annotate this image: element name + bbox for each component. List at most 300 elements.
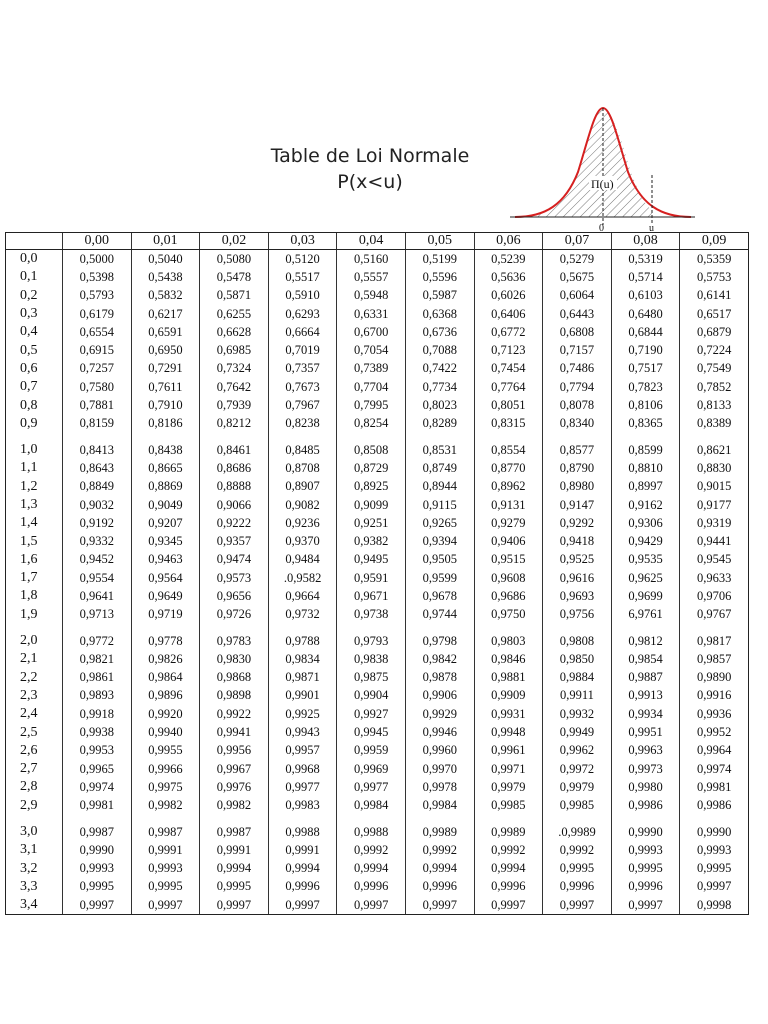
page-title [240,143,500,195]
table-cell: 0,9834 [268,650,337,668]
table-cell: 0,9887 [611,669,680,687]
table-cell: 0,9966 [131,760,200,778]
table-cell: 0,9989 [474,815,543,841]
table-cell: 0,9616 [543,569,612,587]
table-cell: 0,9995 [131,878,200,896]
table-cell: 0,9993 [611,841,680,859]
table-cell: 0,6808 [543,323,612,341]
table-cell: 0,8729 [337,459,406,477]
table-cell: 0,9977 [337,778,406,796]
table-cell: 0,9686 [474,587,543,605]
table-cell: 0,9177 [680,496,749,514]
table-cell: 0,9049 [131,496,200,514]
table-cell: 0,9987 [200,815,269,841]
table-cell: 0,8810 [611,459,680,477]
table-cell: 0,9965 [63,760,132,778]
table-cell: 0,9896 [131,687,200,705]
row-label: 0,7 [6,378,63,396]
column-header: 0,03 [268,233,337,250]
table-cell: 0,9265 [405,514,474,532]
table-cell: 0,9994 [268,860,337,878]
table-row [6,705,749,723]
table-cell: 0,9982 [131,797,200,815]
table-cell: 0,9015 [680,478,749,496]
table-row [6,687,749,705]
table-cell: 0,9904 [337,687,406,705]
row-label: 0,8 [6,396,63,414]
table-cell: 0,8508 [337,433,406,459]
table-cell: 0,6331 [337,305,406,323]
table-row [6,341,749,359]
column-header: 0,01 [131,233,200,250]
row-label: 0,2 [6,287,63,305]
table-cell: 0,8980 [543,478,612,496]
column-header: 0,08 [611,233,680,250]
table-cell: 0,5040 [131,250,200,269]
table-cell: 0,9699 [611,587,680,605]
table-cell: 0,9842 [405,650,474,668]
row-label: 1,7 [6,569,63,587]
table-cell: 0,9678 [405,587,474,605]
table-cell: 0,9993 [63,860,132,878]
table-cell: 0,9893 [63,687,132,705]
table-cell: 0,9990 [680,815,749,841]
table-cell: 0,9306 [611,514,680,532]
table-cell: 0,9995 [63,878,132,896]
table-cell: 0,9850 [543,650,612,668]
table-cell: 0,9964 [680,742,749,760]
table-cell: 0,9968 [268,760,337,778]
table-cell: 0,9756 [543,606,612,624]
table-cell: 0,9934 [611,705,680,723]
table-cell: 0,6026 [474,287,543,305]
table-cell: 0,9846 [474,650,543,668]
table-cell: 0,9251 [337,514,406,532]
table-row [6,323,749,341]
row-label: 1,5 [6,532,63,550]
table-cell: 0,9972 [543,760,612,778]
row-label: 0,4 [6,323,63,341]
table-cell: 0,8907 [268,478,337,496]
table-cell: 0,9641 [63,587,132,605]
table-cell: 0,9976 [200,778,269,796]
table-cell: 0,7704 [337,378,406,396]
table-cell: 0,9871 [268,669,337,687]
row-label: 3,0 [6,815,63,841]
table-cell: 0,9535 [611,551,680,569]
table-cell: 0,9656 [200,587,269,605]
table-cell: 0,9564 [131,569,200,587]
table-cell: 0,7794 [543,378,612,396]
table-cell: 0,9236 [268,514,337,532]
row-label: 0,0 [6,250,63,269]
table-cell: 0,9994 [474,860,543,878]
table-cell: 0,9961 [474,742,543,760]
table-row [6,433,749,459]
table-cell: 0,6772 [474,323,543,341]
table-cell: 0,8289 [405,415,474,433]
table-cell: 0,8133 [680,396,749,414]
table-cell: 0,9984 [405,797,474,815]
table-cell: 0,9357 [200,532,269,550]
table-cell: 0,9969 [337,760,406,778]
table-cell: 0,9495 [337,551,406,569]
table-cell: 0,9990 [611,815,680,841]
table-cell: 0,9993 [680,841,749,859]
table-cell: 0,9946 [405,723,474,741]
table-row [6,459,749,477]
table-cell: 0,7257 [63,360,132,378]
table-row [6,650,749,668]
table-cell: 0,9943 [268,723,337,741]
row-label: 2,5 [6,723,63,741]
table-cell: 0,9452 [63,551,132,569]
table-cell: 0,6064 [543,287,612,305]
table-cell: 0,9952 [680,723,749,741]
table-cell: 0,8790 [543,459,612,477]
table-cell: 0,9625 [611,569,680,587]
table-cell: 0,7054 [337,341,406,359]
table-cell: 0,6368 [405,305,474,323]
table-cell: 0,9441 [680,532,749,550]
table-cell: 0,8665 [131,459,200,477]
column-header: 0,06 [474,233,543,250]
row-label: 0,5 [6,341,63,359]
table-cell: 0,9279 [474,514,543,532]
table-cell: 0,6103 [611,287,680,305]
table-row [6,268,749,286]
table-cell: 0,8254 [337,415,406,433]
table-row [6,514,749,532]
table-cell: .0,9989 [543,815,612,841]
table-cell: 0,9994 [405,860,474,878]
table-cell: 0,9750 [474,606,543,624]
table-cell: 0,9162 [611,496,680,514]
table-cell: 0,9989 [405,815,474,841]
row-label: 0,9 [6,415,63,433]
table-cell: 0,7517 [611,360,680,378]
axis-u-label: u [649,223,654,232]
table-cell: 0,8621 [680,433,749,459]
table-cell: 0,9997 [268,896,337,915]
table-cell: 0,7673 [268,378,337,396]
table-cell: 0,9978 [405,778,474,796]
table-cell: 0,9996 [337,878,406,896]
table-cell: 0,9973 [611,760,680,778]
table-cell: 0,7389 [337,360,406,378]
table-cell: 0,8365 [611,415,680,433]
table-row [6,896,749,915]
table-cell: 0,9980 [611,778,680,796]
row-label: 1,3 [6,496,63,514]
table-cell: 0,9591 [337,569,406,587]
table-cell: 0,9918 [63,705,132,723]
table-cell: 0,8686 [200,459,269,477]
row-label: 1,0 [6,433,63,459]
table-row [6,841,749,859]
table-cell: 0,6554 [63,323,132,341]
table-cell: 0,9463 [131,551,200,569]
table-cell: 0,5793 [63,287,132,305]
table-cell: 0,6736 [405,323,474,341]
table-cell: 0,7967 [268,396,337,414]
table-cell: 0,9991 [131,841,200,859]
table-cell: 0,9738 [337,606,406,624]
table-cell: 0,8749 [405,459,474,477]
table-cell: 0,9974 [63,778,132,796]
table-cell: 0,9793 [337,624,406,650]
table-cell: 0,9967 [200,760,269,778]
shaded-area [515,108,652,217]
table-cell: 0,9599 [405,569,474,587]
table-cell: 0,9959 [337,742,406,760]
table-cell: 0,9990 [63,841,132,859]
table-cell: 0,9713 [63,606,132,624]
column-header: 0,05 [405,233,474,250]
table-cell: 0,5478 [200,268,269,286]
table-cell: 0,9951 [611,723,680,741]
table-cell: 0,9803 [474,624,543,650]
table-cell: 0,9864 [131,669,200,687]
table-cell: 0,8554 [474,433,543,459]
table-cell: 0,8708 [268,459,337,477]
table-row [6,778,749,796]
table-cell: 0,9515 [474,551,543,569]
table-cell: 0,9948 [474,723,543,741]
table-cell: 0,7324 [200,360,269,378]
table-cell: 0,5832 [131,287,200,305]
table-cell: 0,9812 [611,624,680,650]
table-cell: 0,9382 [337,532,406,550]
table-cell: 0,5675 [543,268,612,286]
table-cell: 0,9998 [680,896,749,915]
table-row [6,815,749,841]
table-cell: 0,9857 [680,650,749,668]
table-cell: 0,9868 [200,669,269,687]
row-label: 3,2 [6,860,63,878]
table-cell: 0,8531 [405,433,474,459]
table-cell: 0,9881 [474,669,543,687]
table-cell: 0,9982 [200,797,269,815]
table-cell: 0,9956 [200,742,269,760]
table-cell: 0,9981 [680,778,749,796]
table-cell: 0,7881 [63,396,132,414]
table-cell: 0,6844 [611,323,680,341]
table-cell: 0,9927 [337,705,406,723]
row-label: 1,4 [6,514,63,532]
table-cell: 0,9608 [474,569,543,587]
axis-zero-label: 0 [599,223,604,232]
table-cell: 0,9925 [268,705,337,723]
column-header: 0,00 [63,233,132,250]
table-cell: 0,5239 [474,250,543,269]
table-cell: 0,8413 [63,433,132,459]
table-cell: 0,5000 [63,250,132,269]
table-cell: 0,9979 [543,778,612,796]
table-cell: 0,9991 [268,841,337,859]
table-cell: 0,9985 [543,797,612,815]
table-cell: 0,7357 [268,360,337,378]
table-cell: 0,9945 [337,723,406,741]
table-cell: 0,8869 [131,478,200,496]
table-cell: 0,5987 [405,287,474,305]
table-cell: 0,9772 [63,624,132,650]
table-cell: 0,6443 [543,305,612,323]
column-header: 0,09 [680,233,749,250]
table-cell: 0,6255 [200,305,269,323]
table-row [6,797,749,815]
table-cell: 0,9987 [63,815,132,841]
table-cell: 0,8051 [474,396,543,414]
table-cell: 0,9913 [611,687,680,705]
table-cell: 0,9988 [337,815,406,841]
table-row [6,396,749,414]
table-cell: 0,9920 [131,705,200,723]
title-line-2: P(x<u) [337,171,403,193]
table-cell: 0,9975 [131,778,200,796]
table-cell: 0,5120 [268,250,337,269]
table-cell: 0,8023 [405,396,474,414]
table-cell: 0,9995 [680,860,749,878]
table-cell: 0,9783 [200,624,269,650]
table-cell: 0,9732 [268,606,337,624]
table-cell: 0,7486 [543,360,612,378]
table-cell: 0,7910 [131,396,200,414]
table-row [6,360,749,378]
table-cell: 0,9997 [405,896,474,915]
table-cell: 0,5871 [200,287,269,305]
table-cell: 0,9066 [200,496,269,514]
row-label: 1,9 [6,606,63,624]
table-cell: 0,9573 [200,569,269,587]
table-cell: 0,6406 [474,305,543,323]
table-cell: 0,9719 [131,606,200,624]
table-cell: 0,9997 [200,896,269,915]
table-row [6,669,749,687]
table-cell: 0,5398 [63,268,132,286]
table-cell: 0,9830 [200,650,269,668]
row-label: 2,1 [6,650,63,668]
table-cell: 0,9788 [268,624,337,650]
table-cell: 0,9983 [268,797,337,815]
table-cell: 0,8888 [200,478,269,496]
table-cell: 0,9997 [680,878,749,896]
table-row [6,587,749,605]
table-cell: 0,9938 [63,723,132,741]
normal-curve-figure [510,100,695,232]
table-cell: 0,9996 [405,878,474,896]
table-cell: 0,9995 [200,878,269,896]
column-header: 0,02 [200,233,269,250]
table-cell: 0,9890 [680,669,749,687]
table-cell: 0,8770 [474,459,543,477]
table-cell: 0,8944 [405,478,474,496]
table-cell: 0,9726 [200,606,269,624]
row-label: 2,6 [6,742,63,760]
table-row [6,723,749,741]
table-cell: 0,9981 [63,797,132,815]
table-cell: 0,9994 [337,860,406,878]
row-label: 3,1 [6,841,63,859]
table-cell: 0,7019 [268,341,337,359]
table-cell: 0,9995 [543,860,612,878]
pi-u-label: Π(u) [591,177,614,191]
table-cell: 0,9808 [543,624,612,650]
table-cell: 0,9875 [337,669,406,687]
table-cell: 0,9767 [680,606,749,624]
table-cell: 0,9936 [680,705,749,723]
row-label: 1,2 [6,478,63,496]
table-cell: 0,9984 [337,797,406,815]
table-cell: 0,9778 [131,624,200,650]
table-cell: 0,9082 [268,496,337,514]
table-row [6,532,749,550]
table-cell: 0,9996 [543,878,612,896]
table-cell: 0,9977 [268,778,337,796]
table-cell: 0,9997 [611,896,680,915]
table-cell: 0,9922 [200,705,269,723]
table-row [6,860,749,878]
table-cell: 0,8849 [63,478,132,496]
table-cell: 0,9207 [131,514,200,532]
normal-table [5,232,749,921]
table-cell: 0,9971 [474,760,543,778]
table-cell: 0,9854 [611,650,680,668]
table-cell: 0,9993 [131,860,200,878]
row-label: 2,0 [6,624,63,650]
table-cell: 0,9970 [405,760,474,778]
table-cell: 0,5753 [680,268,749,286]
table-cell: 0,9949 [543,723,612,741]
table-cell: 0,9929 [405,705,474,723]
table-row [6,569,749,587]
table-cell: 0,9898 [200,687,269,705]
table-cell: 0,9955 [131,742,200,760]
table-cell: 0,8340 [543,415,612,433]
table-cell: 0,8830 [680,459,749,477]
table-cell: 0,9345 [131,532,200,550]
table-cell: 0,9992 [543,841,612,859]
table-cell: 0,9484 [268,551,337,569]
table-cell: 0,9817 [680,624,749,650]
table-cell: 0,7939 [200,396,269,414]
table-cell: 0,9394 [405,532,474,550]
table-cell: 0,9633 [680,569,749,587]
table-row [6,606,749,624]
table-cell: 0,9995 [611,860,680,878]
table-cell: 0,8212 [200,415,269,433]
row-label: 3,3 [6,878,63,896]
table-cell: 0,8962 [474,478,543,496]
table-cell: 0,6591 [131,323,200,341]
table-cell: 0,8389 [680,415,749,433]
table-cell: 0,9991 [200,841,269,859]
table-cell: 0,8485 [268,433,337,459]
table-cell: 0,9406 [474,532,543,550]
column-header: 0,07 [543,233,612,250]
table-cell: 0,9992 [405,841,474,859]
column-header: 0,04 [337,233,406,250]
table-cell: 0,9932 [543,705,612,723]
table-row [6,624,749,650]
table-cell: 0,6985 [200,341,269,359]
table-cell: 0,9147 [543,496,612,514]
table-cell: 0,9878 [405,669,474,687]
table-cell: 0,9916 [680,687,749,705]
table-cell: 0,7088 [405,341,474,359]
table-cell: 0,9901 [268,687,337,705]
table-cell: 0,5714 [611,268,680,286]
